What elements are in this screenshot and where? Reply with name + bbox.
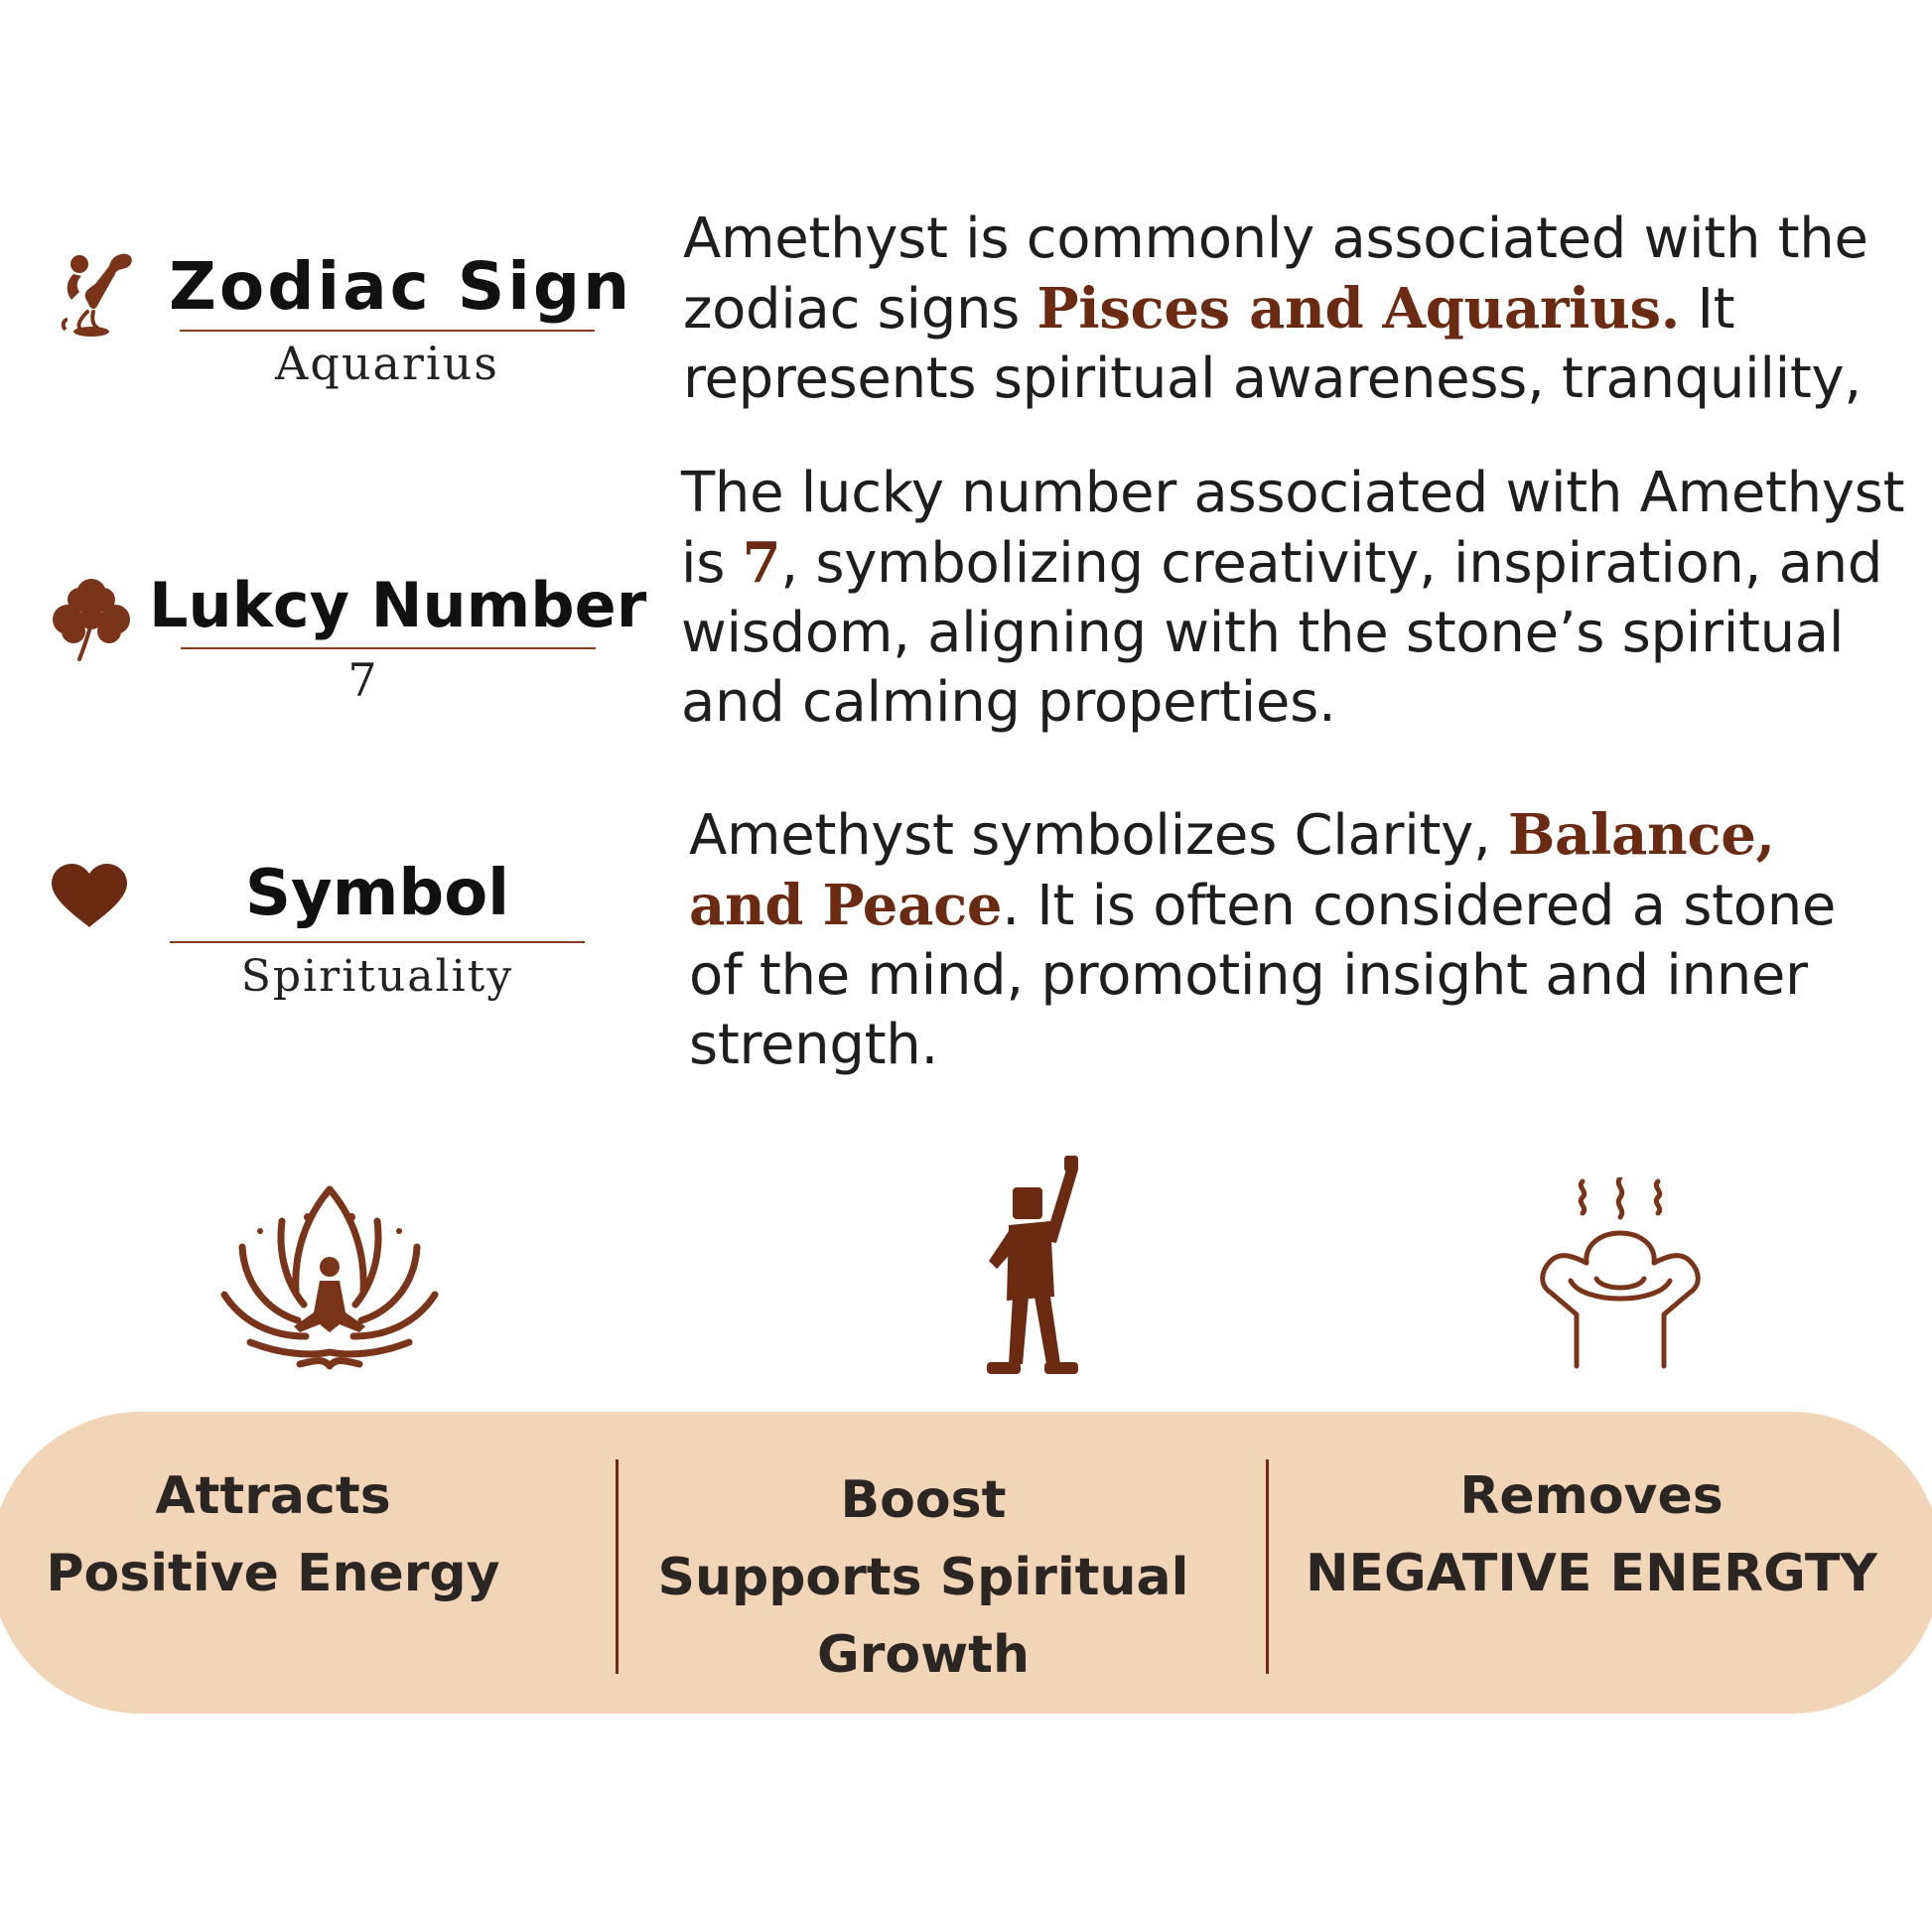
lucky-number-label <box>149 566 645 711</box>
heart-icon <box>50 864 129 929</box>
benefit-line: Growth <box>817 1625 1030 1685</box>
lucky-number-value: 7 <box>347 653 377 707</box>
benefit-removes-negative-energy <box>1281 1457 1902 1612</box>
symbol-desc-highlight: Balance, and Peace <box>689 802 1775 938</box>
benefit-attracts-positive-energy <box>20 1457 526 1612</box>
benefit-line: Boost <box>840 1470 1007 1530</box>
benefits-divider-1 <box>616 1459 619 1674</box>
lucky-desc-highlight: 7 <box>742 530 781 596</box>
lucky-number-title: Lukcy Number <box>149 569 647 641</box>
lucky-desc-text: The lucky number associated with Amethyst is <box>681 461 1905 596</box>
zodiac-sign-value: Aquarius <box>275 337 499 390</box>
shamrock-icon <box>50 576 133 661</box>
symbol-label <box>169 854 586 1011</box>
stress-head-hands-icon <box>1531 1177 1710 1372</box>
benefit-line: NEGATIVE ENERGTY <box>1305 1544 1878 1603</box>
symbol-desc-text-after: . It is often considered a stone of the mind, promoting insight and inner strength. <box>689 874 1837 1077</box>
symbol-title: Symbol <box>244 857 510 930</box>
lotus-meditation-icon <box>220 1183 439 1372</box>
benefit-line: Removes <box>1459 1466 1724 1526</box>
zodiac-desc-text-after: It represents spiritual awareness, tranquility, <box>683 277 1862 411</box>
symbol-value: Spirituality <box>240 951 514 1002</box>
zodiac-desc-highlight: Pisces and Aquarius. <box>1036 276 1680 342</box>
benefit-line: Attracts <box>155 1466 391 1526</box>
zodiac-sign-label <box>169 246 633 395</box>
benefit-boost-spiritual-growth <box>645 1461 1201 1694</box>
zodiac-description <box>683 205 1914 414</box>
benefit-line: Positive Energy <box>46 1544 500 1603</box>
symbol-desc-text: Amethyst symbolizes Clarity, <box>689 803 1509 868</box>
zodiac-sign-title: Zodiac Sign <box>169 248 633 325</box>
aquarius-water-bearer-icon <box>52 248 137 338</box>
zodiac-desc-text: Amethyst is commonly associated with the zodiac signs <box>683 207 1868 342</box>
symbol-description <box>689 800 1900 1080</box>
benefit-line: Supports Spiritual <box>657 1548 1189 1607</box>
lucky-desc-text-after: , symbolizing creativity, inspiration, and wisdom, aligning with the stone’s spiritual and calming properties. <box>681 531 1883 735</box>
raised-fist-person-icon <box>983 1152 1092 1378</box>
benefits-divider-2 <box>1266 1459 1269 1674</box>
lucky-number-description <box>681 459 1932 738</box>
